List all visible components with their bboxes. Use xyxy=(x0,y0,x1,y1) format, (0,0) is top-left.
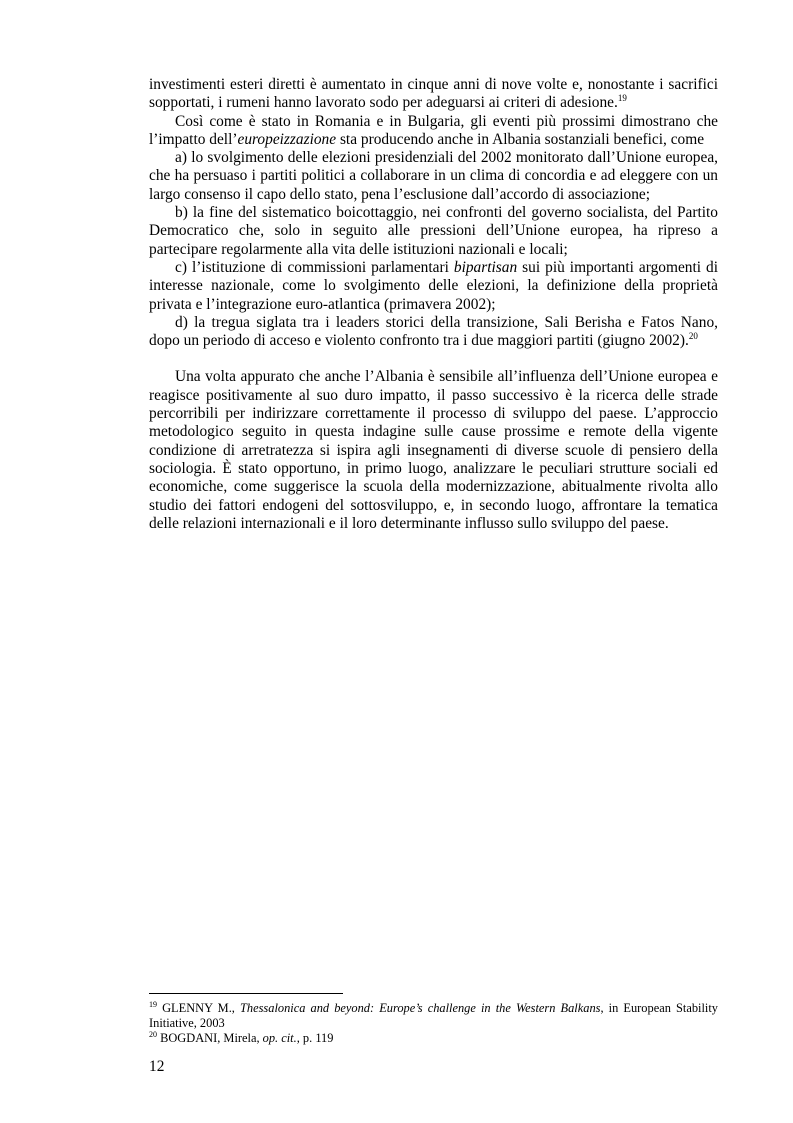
footnote-ref-20: 20 xyxy=(688,331,698,342)
paragraph-europeanization: Così come è stato in Romania e in Bulgaria, gli eventi più prossimi dimostrano che l’impatto dell’europeizzazione sta producendo anche in Albania sostanziali benefici, come xyxy=(149,112,718,148)
page-number: 12 xyxy=(149,1058,165,1075)
footnotes xyxy=(149,1001,718,1046)
footnote-19: $^{19}$ GLENNY M., Thessalonica and beyond: Europe’s challenge in the Western Balkans, in European Stability Initiative, 2003 xyxy=(149,1000,718,1030)
footnote-ref-19: 19 xyxy=(617,93,627,104)
paragraph-continuation: investimenti esteri diretti è aumentato in cinque anni di nove volte e, nonostante i sacrifici sopportati, i rumeni hanno lavorato sodo per adeguarsi ai criteri di adesione.$^{19}$ xyxy=(149,76,718,112)
list-item-b: b) la fine del sistematico boicottaggio, nei confronti del governo socialista, del Partito Democratico che, solo in seguito alle pressioni dell’Unione europea, ha ripreso a partecipare regolarmente alla vita delle istituzioni nazionali e locali; xyxy=(149,204,718,258)
list-item-a: a) lo svolgimento delle elezioni presidenziali del 2002 monitorato dall’Unione europea, che ha persuaso i partiti politici a collaborare in un clima di concordia e ad eleggere con un largo consenso il capo dello stato, pena l’esclusione dall’accordo di associazione; xyxy=(149,149,718,203)
list-item-d: d) la tregua siglata tra i leaders storici della transizione, Sali Berisha e Fatos Nano, dopo un periodo di acceso e violento confronto tra i due maggiori partiti (giugno 2002).$^{20}$ xyxy=(149,313,718,350)
footnote-separator xyxy=(149,993,343,994)
body-text xyxy=(149,76,718,533)
footnote-20: $^{20}$ BOGDANI, Mirela, op. cit., p. 119 xyxy=(149,1030,334,1045)
list-item-c: c) l’istituzione di commissioni parlamentari bipartisan sui più importanti argomenti di interesse nazionale, come lo svolgimento delle elezioni, la definizione della proprietà privata e l’integrazione euro-atlantica (primavera 2002); xyxy=(149,258,718,313)
paragraph-methodology: Una volta appurato che anche l’Albania è sensibile all’influenza dell’Unione europea e reagisce positivamente al suo duro impatto, il passo successivo è la ricerca delle strade percorribili per indirizzare correttamente il processo di sviluppo del paese. L’approccio metodologico seguito in questa indagine sulle cause prossime e remote della vigente condizione di arretratezza si ispira agli insegnamenti di diverse scuole di pensiero della sociologia. È stato opportuno, in primo luogo, analizzare le peculiari strutture sociali ed economiche, come suggerisce la scuola della modernizzazione, abitualmente rivolta allo studio dei fattori endogeni del sottosviluppo, e, in secondo luogo, affrontare la tematica delle relazioni internazionali e il loro determinante influsso sullo sviluppo del paese. xyxy=(149,368,718,532)
